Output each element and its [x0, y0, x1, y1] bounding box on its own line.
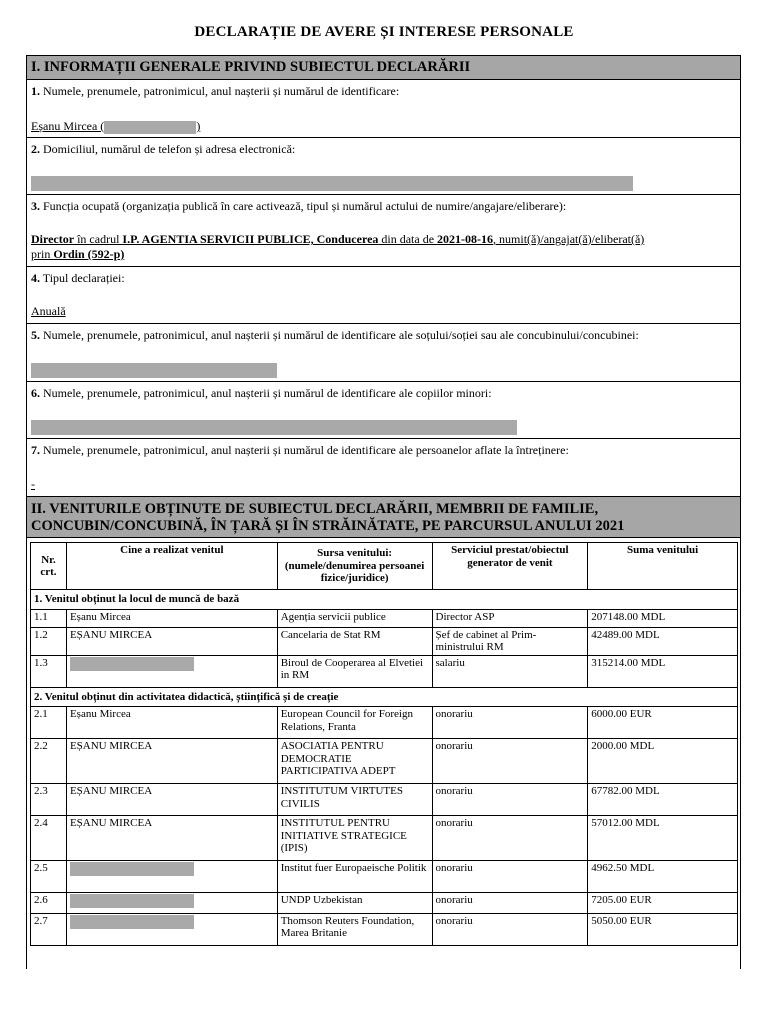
item-4-answer: Anuală [31, 304, 66, 318]
item-3-date: 2021-08-16 [437, 232, 494, 246]
cell-nr: 2.2 [31, 739, 67, 784]
item-1-number: 1. [31, 84, 40, 98]
item-2-answer [31, 175, 633, 191]
item-6-question: Numele, prenumele, patronimicul, anul nașterii și numărul de identificare ale copiilor minori: [43, 386, 492, 400]
redaction-bar [104, 121, 196, 134]
cell-service: onorariu [432, 816, 588, 861]
cell-service: onorariu [432, 707, 588, 739]
cell-service: onorariu [432, 784, 588, 816]
cell-who [66, 655, 277, 687]
income-row [31, 913, 738, 945]
item-3-text-1: în cadrul [74, 232, 123, 246]
item-6-answer [31, 419, 517, 435]
item-2-number: 2. [31, 142, 40, 156]
redaction-bar [70, 862, 194, 876]
item-1-answer [31, 119, 200, 134]
income-row [31, 893, 738, 914]
income-group-row [31, 590, 738, 610]
income-row [31, 627, 738, 655]
item-4 [26, 267, 741, 324]
item-3-text-2: din data de [378, 232, 438, 246]
section-2-heading-line-2: CONCUBIN/CONCUBINĂ, ÎN ȚARĂ ȘI ÎN STRĂINĂTATE, PE PARCURSUL ANULUI 2021 [31, 518, 625, 534]
cell-nr: 2.6 [31, 893, 67, 914]
item-3-act: Ordin (592-p) [53, 247, 125, 261]
redaction-bar [31, 420, 517, 435]
cell-source: Biroul de Cooperarea al Elvetiei in RM [277, 655, 432, 687]
cell-service: onorariu [432, 913, 588, 945]
cell-amount: 7205.00 EUR [588, 893, 738, 914]
cell-amount: 5050.00 EUR [588, 913, 738, 945]
cell-source: Thomson Reuters Foundation, Marea Britanie [277, 913, 432, 945]
income-group-label: 1. Venitul obținut la locul de muncă de bază [31, 590, 738, 610]
cell-source: ASOCIATIA PENTRU DEMOCRATIE PARTICIPATIVA ADEPT [277, 739, 432, 784]
income-row [31, 739, 738, 784]
cell-who [66, 913, 277, 945]
cell-service: Șef de cabinet al Prim-ministrului RM [432, 627, 588, 655]
redaction-bar [70, 915, 194, 929]
item-5-number: 5. [31, 328, 40, 342]
income-row [31, 816, 738, 861]
cell-service: onorariu [432, 893, 588, 914]
cell-service: onorariu [432, 739, 588, 784]
income-row [31, 707, 738, 739]
cell-amount: 57012.00 MDL [588, 816, 738, 861]
cell-source: INSTITUTUM VIRTUTES CIVILIS [277, 784, 432, 816]
cell-source: INSTITUTUL PENTRU INITIATIVE STRATEGICE (IPIS) [277, 816, 432, 861]
cell-source: Agenția servicii publice [277, 609, 432, 627]
cell-who: EȘANU MIRCEA [66, 816, 277, 861]
redaction-bar [31, 176, 633, 191]
item-7 [26, 439, 741, 496]
cell-service: Director ASP [432, 609, 588, 627]
cell-amount: 315214.00 MDL [588, 655, 738, 687]
item-3-question: Funcția ocupată (organizația publică în care activează, tipul și numărul actului de numire/angajare/eliberare): [43, 199, 567, 213]
section-2-heading-line-1: II. VENITURILE OBȚINUTE DE SUBIECTUL DECLARĂRII, MEMBRII DE FAMILIE, [31, 501, 599, 517]
col-source: Sursa venitului: (numele/denumirea persoanei fizice/juridice) [277, 543, 432, 590]
item-5-question: Numele, prenumele, patronimicul, anul nașterii și numărul de identificare ale soțului/soției sau ale concubinului/concubinei: [43, 328, 639, 342]
item-1-answer-prefix: Eșanu Mircea ( [31, 119, 105, 133]
item-6-number: 6. [31, 386, 40, 400]
redaction-bar [70, 657, 194, 671]
redaction-bar [31, 363, 277, 378]
col-nr: Nr. crt. [31, 543, 67, 590]
item-1-answer-suffix: ) [196, 119, 201, 133]
cell-amount: 67782.00 MDL [588, 784, 738, 816]
item-4-question: Tipul declarației: [42, 271, 125, 285]
col-amount: Suma venitului [588, 543, 738, 590]
redaction-bar [70, 894, 194, 908]
cell-nr: 2.4 [31, 816, 67, 861]
cell-nr: 2.7 [31, 913, 67, 945]
cell-source: UNDP Uzbekistan [277, 893, 432, 914]
income-row [31, 655, 738, 687]
item-3-answer [31, 232, 736, 262]
cell-nr: 1.3 [31, 655, 67, 687]
income-table-body [31, 590, 738, 946]
col-service: Serviciul prestat/obiectul generator de venit [432, 543, 588, 590]
item-7-question: Numele, prenumele, patronimicul, anul nașterii și numărul de identificare ale persoanelor aflate la întreținere: [43, 443, 569, 457]
cell-service: onorariu [432, 861, 588, 893]
cell-who: EȘANU MIRCEA [66, 784, 277, 816]
cell-nr: 2.1 [31, 707, 67, 739]
item-3-text-3: , numit(ă)/angajat(ă)/eliberat(ă) [493, 232, 645, 246]
item-5 [26, 324, 741, 382]
section-2-heading [26, 496, 741, 538]
cell-amount: 2000.00 MDL [588, 739, 738, 784]
cell-nr: 1.1 [31, 609, 67, 627]
item-6 [26, 382, 741, 439]
cell-amount: 4962.50 MDL [588, 861, 738, 893]
cell-source: European Council for Foreign Relations, Franta [277, 707, 432, 739]
cell-who [66, 893, 277, 914]
item-7-number: 7. [31, 443, 40, 457]
income-row [31, 861, 738, 893]
cell-who: EȘANU MIRCEA [66, 627, 277, 655]
item-1-question: Numele, prenumele, patronimicul, anul nașterii și numărul de identificare: [43, 84, 400, 98]
cell-amount: 42489.00 MDL [588, 627, 738, 655]
item-4-number: 4. [31, 271, 40, 285]
item-3-organization: I.P. AGENTIA SERVICII PUBLICE, Conducerea [122, 232, 379, 246]
income-table [30, 542, 738, 946]
section-1-heading: I. INFORMAȚII GENERALE PRIVIND SUBIECTUL DECLARĂRII [26, 55, 741, 80]
cell-amount: 6000.00 EUR [588, 707, 738, 739]
income-row [31, 609, 738, 627]
col-who: Cine a realizat venitul [66, 543, 277, 590]
cell-nr: 2.3 [31, 784, 67, 816]
cell-nr: 2.5 [31, 861, 67, 893]
item-5-answer [31, 362, 277, 378]
item-3 [26, 195, 741, 267]
item-3-role: Director [31, 232, 75, 246]
item-1 [26, 80, 741, 138]
cell-who: EȘANU MIRCEA [66, 739, 277, 784]
cell-who: Eșanu Mircea [66, 707, 277, 739]
income-group-row [31, 687, 738, 707]
cell-source: Cancelaria de Stat RM [277, 627, 432, 655]
item-3-text-4: prin [31, 247, 54, 261]
item-2 [26, 138, 741, 195]
item-3-number: 3. [31, 199, 40, 213]
cell-who [66, 861, 277, 893]
document-title: DECLARAȚIE DE AVERE ȘI INTERESE PERSONALE [194, 24, 574, 40]
cell-who: Eșanu Mircea [66, 609, 277, 627]
cell-source: Institut fuer Europaeische Politik [277, 861, 432, 893]
income-row [31, 784, 738, 816]
item-2-question: Domiciliul, numărul de telefon și adresa electronică: [43, 142, 296, 156]
cell-nr: 1.2 [31, 627, 67, 655]
income-table-header [31, 543, 738, 590]
cell-service: salariu [432, 655, 588, 687]
item-7-answer: - [31, 477, 35, 491]
cell-amount: 207148.00 MDL [588, 609, 738, 627]
income-group-label: 2. Venitul obținut din activitatea didactică, științifică și de creație [31, 687, 738, 707]
